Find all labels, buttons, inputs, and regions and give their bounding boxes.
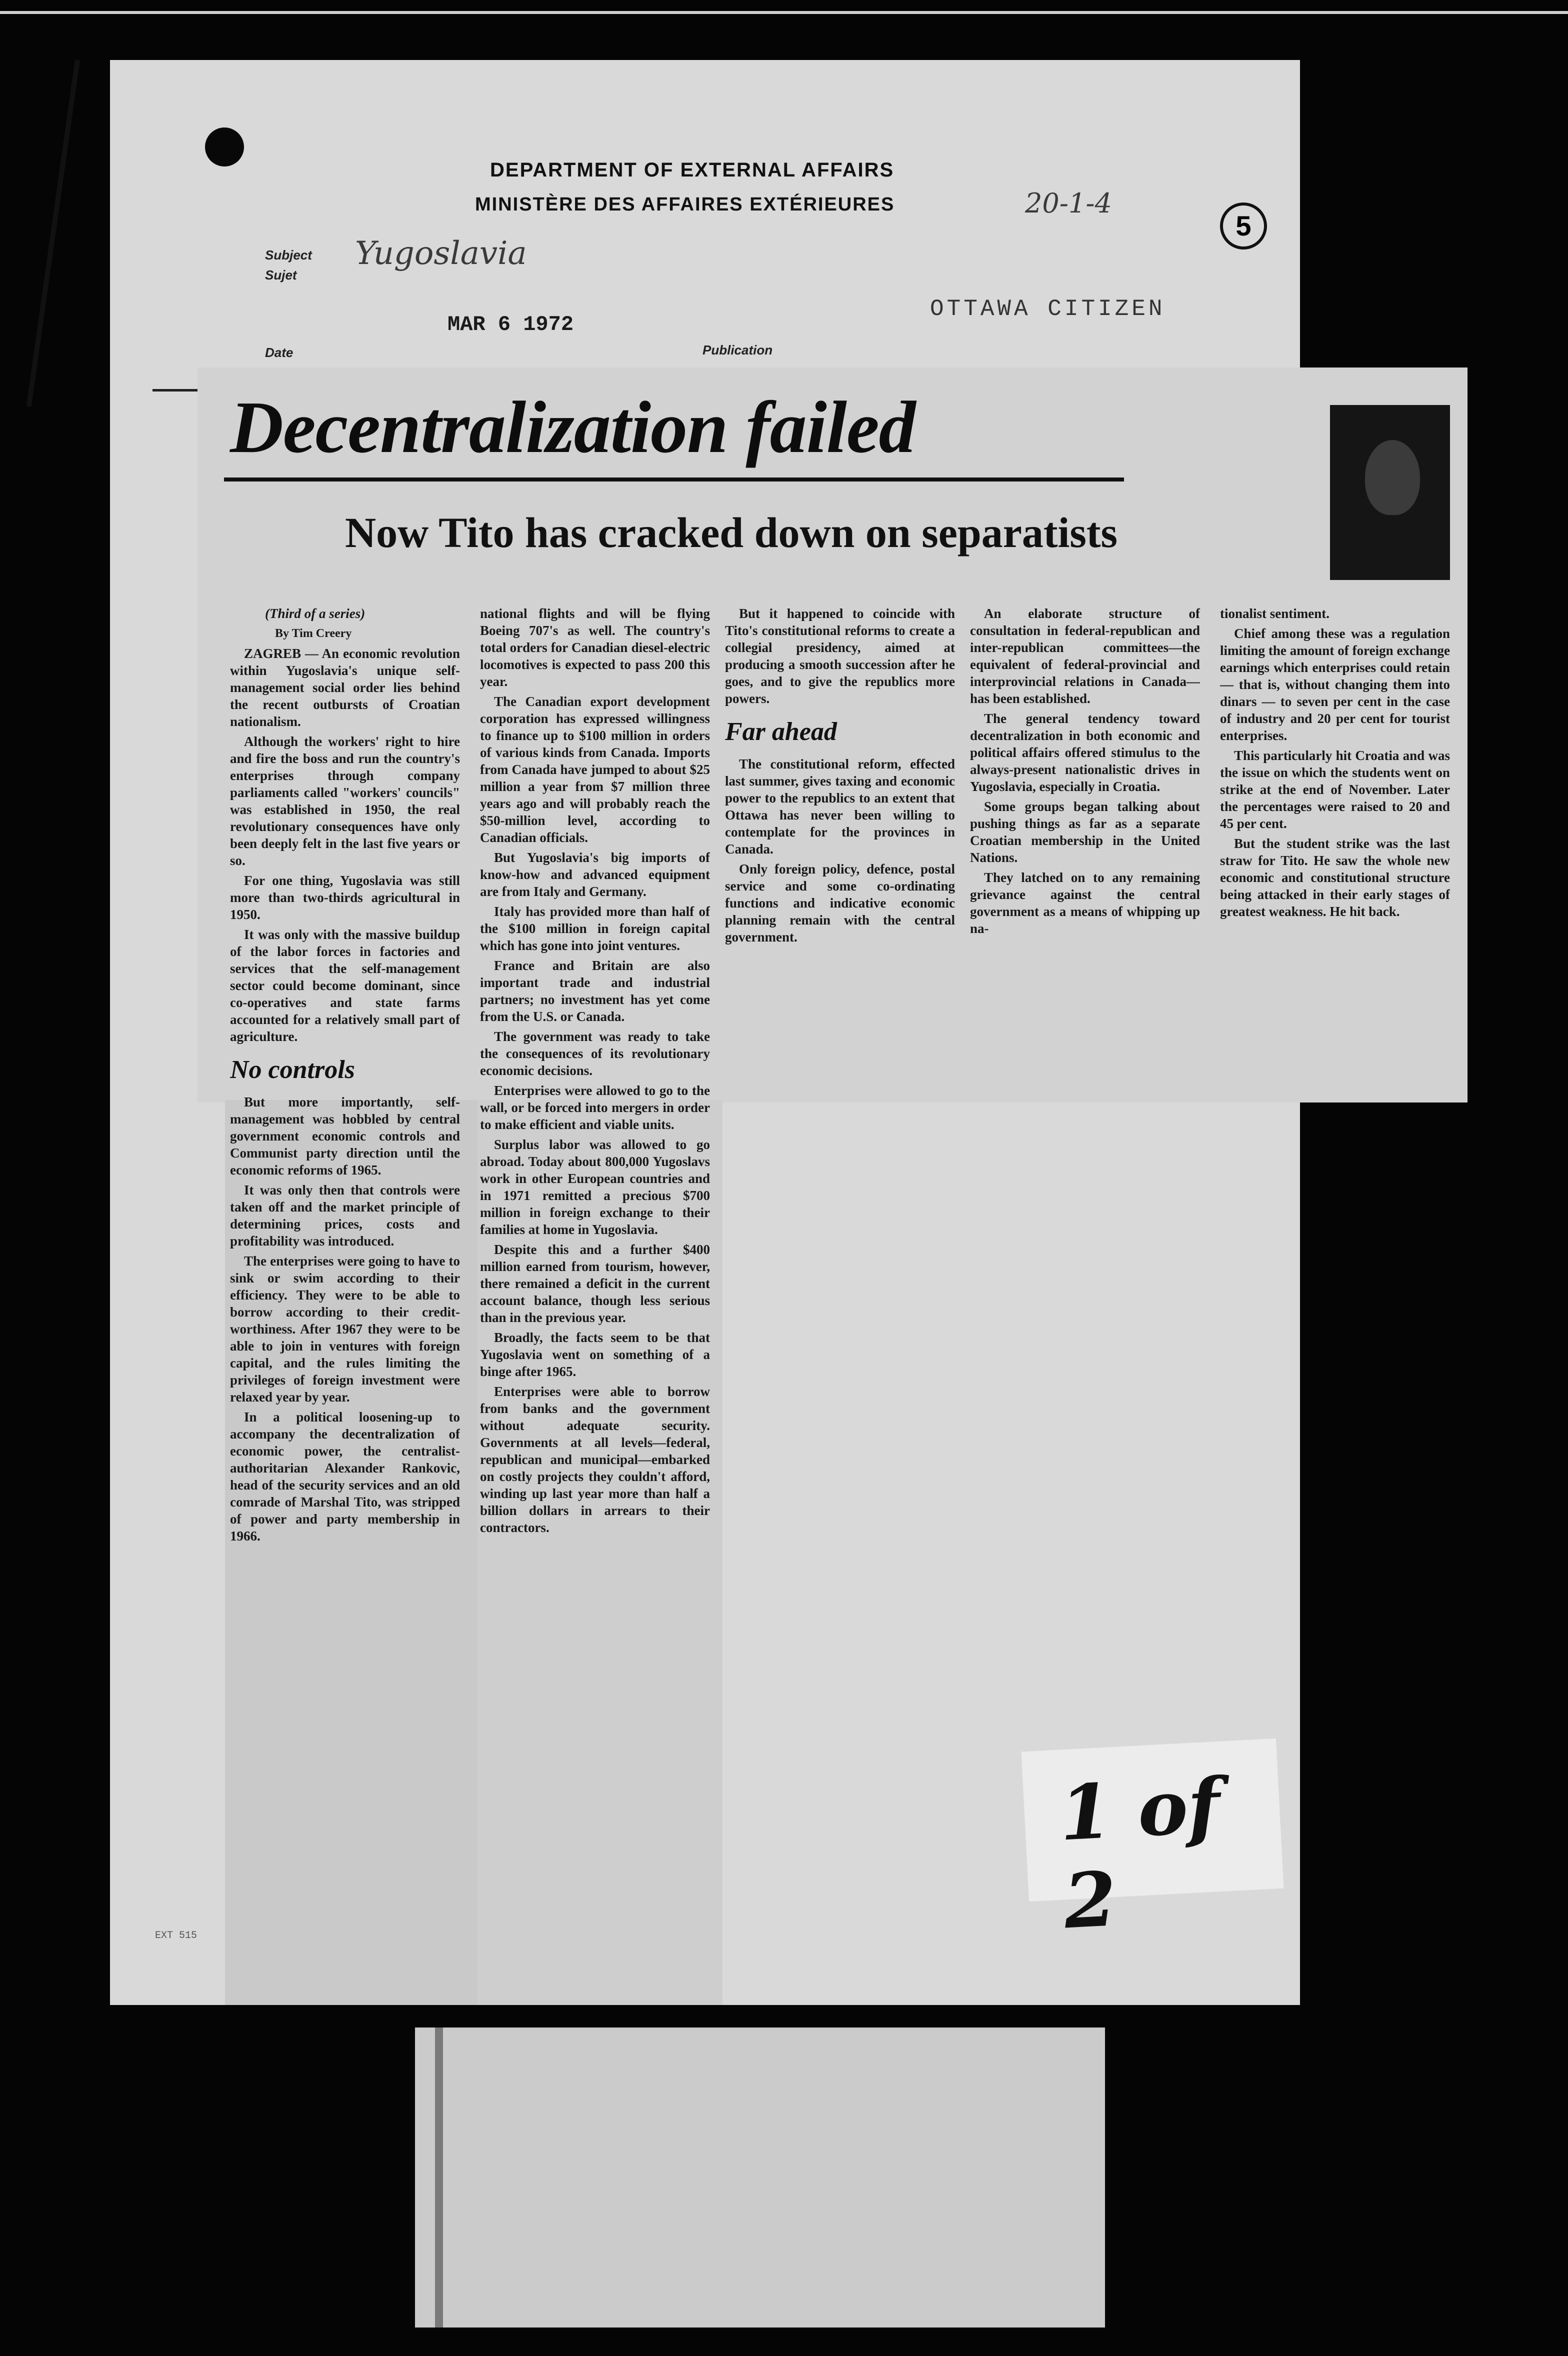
article-paragraph: Broadly, the facts seem to be that Yugoslavia went on something of a binge after 1965. bbox=[480, 1330, 710, 1379]
article-paragraph: For one thing, Yugoslavia was still more than two-thirds agricultural in 1950. bbox=[230, 873, 460, 922]
article-paragraph: But it happened to coincide with Tito's constitutional reforms to create a collegial presidency, aimed at producing a smooth succession after he goes, and to give the republics more powers. bbox=[725, 606, 955, 706]
crosshead: No controls bbox=[230, 1056, 355, 1084]
crosshead: Far ahead bbox=[725, 718, 837, 746]
envelope-scrap bbox=[415, 2028, 1105, 2328]
article-paragraph: It was only then that controls were taken off and the market principle of determining prices, costs and profitability was introduced. bbox=[230, 1182, 460, 1248]
article-paragraph: The government was ready to take the consequences of its revolutionary economic decisions. bbox=[480, 1029, 710, 1078]
article-paragraph: They latched on to any remaining grievance against the central government as a means of whipping up na- bbox=[970, 870, 1200, 936]
article-column-4 bbox=[970, 605, 1200, 1095]
article-paragraph: But Yugoslavia's big imports of know-how and advanced equipment are from Italy and Germany. bbox=[480, 850, 710, 899]
article-paragraph: But the student strike was the last straw for Tito. He saw the whole new economic and constitutional structure being attacked in their early stages of greatest weakness. He hit back. bbox=[1220, 836, 1450, 919]
article-paragraph: Enterprises were allowed to go to the wall, or be forced into mergers in order to make efficient and viable units. bbox=[480, 1083, 710, 1132]
article-paragraph: Enterprises were able to borrow from banks and the government without adequate security. Governments at all levels—federal, republican and municipal—embarked on costly projects they couldn't afford, winding up last year more than half a billion dollars in arrears to their contractors. bbox=[480, 1384, 710, 1535]
article-paragraph: The constitutional reform, effected last summer, gives taxing and economic power to the republics to an extent that Ottawa has never been willing to contemplate for the provinces in Canada. bbox=[725, 756, 955, 856]
article-paragraph: The general tendency toward decentralization in both economic and political affairs offered stimulus to the always-present nationalistic drives in Yugoslavia, especially in Croatia. bbox=[970, 711, 1200, 794]
sheet-edge-mark: EXT 515 bbox=[155, 1930, 198, 1942]
article-paragraph: tionalist sentiment. bbox=[1220, 606, 1330, 621]
article-column-3 bbox=[725, 605, 955, 1095]
article-column-1 bbox=[230, 605, 460, 2000]
publication-stamp: OTTAWA CITIZEN bbox=[930, 296, 1166, 322]
punch-hole bbox=[205, 128, 244, 166]
article-paragraph: But more importantly, self-management was hobbled by central government economic controls and Communist party direction until the economic reforms of 1965. bbox=[230, 1094, 460, 1178]
subheadline: Now Tito has cracked down on separatists bbox=[345, 508, 1118, 556]
subject-label-fr: Sujet bbox=[265, 268, 297, 282]
headline: Decentralization failed bbox=[230, 386, 916, 468]
page-count-note bbox=[1021, 1738, 1284, 1946]
article-paragraph: national flights and will be flying Boeing 707's as well. The country's total orders for Canadian diesel-electric locomotives is expected to pass 200 this year. bbox=[480, 606, 710, 689]
page-fold-line bbox=[26, 60, 80, 407]
article-paragraph: Some groups began talking about pushing things as far as a separate Croatian membership in the United Nations. bbox=[970, 799, 1200, 865]
article-paragraph: An elaborate structure of consultation in federal-republican and inter-republican committees—the equivalent of federal-provincial and interprovincial relations in Canada—has been established. bbox=[970, 606, 1200, 706]
portrait-face bbox=[1365, 440, 1420, 515]
article-paragraph: Italy has provided more than half of the $100 million in foreign capital which has gone into joint ventures. bbox=[480, 904, 710, 953]
article-paragraph: Although the workers' right to hire and fire the boss and run the country's enterprises through company parliaments called "workers' councils" was established in 1950, the real revolutionary consequences have only been deeply felt in the last five years or so. bbox=[230, 734, 460, 868]
date-label: Date bbox=[265, 345, 294, 360]
article-paragraph: ZAGREB — An economic revolution within Yugoslavia's unique self-management social order lies behind the recent outbursts of Croatian nationalism. bbox=[230, 646, 460, 729]
article-paragraph: In a political loosening-up to accompany the decentralization of economic power, the centralist-authoritarian Alexander Rankovic, head of the security services and an old comrade of Marshal Tito, was stripped of power and party membership in 1966. bbox=[230, 1410, 460, 1544]
byline: By Tim Creery bbox=[275, 627, 352, 640]
article-paragraph: The enterprises were going to have to sink or swim according to their efficiency. They were to be able to borrow according to their credit-worthiness. After 1967 they were to be able to join in ventures with foreign capital, and the rules limiting the privileges of foreign investment were relaxed year by year. bbox=[230, 1254, 460, 1404]
article-paragraph: Despite this and a further $400 million earned from tourism, however, there remained a deficit in the current account balance, though less serious than in the previous year. bbox=[480, 1242, 710, 1325]
article-paragraph: Chief among these was a regulation limiting the amount of foreign exchange earnings which enterprises could retain — that is, without changing them into dinars — to seven per cent in the case of industry and 20 per cent for tourist enterprises. bbox=[1220, 626, 1450, 743]
department-name-fr: MINISTÈRE DES AFFAIRES EXTÉRIEURES bbox=[475, 194, 895, 215]
publication-label: Publication bbox=[702, 342, 773, 358]
article-paragraph: The Canadian export development corporation has expressed willingness to finance up to $100 million in orders of various kinds from Canada. Imports from Canada have jumped to about $25 million a year from $7 million three years ago and will probably reach the $50-million level, according to Canadian officials. bbox=[480, 694, 710, 845]
subject-handwritten: Yugoslavia bbox=[355, 235, 527, 272]
envelope-shadow-edge bbox=[435, 2028, 443, 2328]
file-number-handwritten: 20-1-4 bbox=[1025, 188, 1112, 219]
series-note: (Third of a series) bbox=[265, 606, 366, 621]
article-paragraph: Surplus labor was allowed to go abroad. Today about 800,000 Yugoslavs work in other European countries and in 1971 remitted a precious $700 million in foreign exchange to their families at home in Yugoslavia. bbox=[480, 1137, 710, 1237]
article-paragraph: France and Britain are also important trade and industrial partners; no investment has yet come from the U.S. or Canada. bbox=[480, 958, 710, 1024]
article-column-5 bbox=[1220, 605, 1450, 1095]
article-paragraph: It was only with the massive buildup of the labor forces in factories and services that the self-management sector could become dominant, since co-operatives and state farms accounted for a relatively small part of agriculture. bbox=[230, 927, 460, 1044]
page-count-handwritten: 1 of 2 bbox=[1057, 1762, 1222, 1946]
headline-rule bbox=[224, 478, 1124, 482]
article-paragraph: Only foreign policy, defence, postal service and some co-ordinating functions and indicative economic planning remain with the central government. bbox=[725, 862, 955, 944]
film-edge-line bbox=[0, 11, 1568, 14]
article-paragraph: This particularly hit Croatia and was the issue on which the students went on strike at the end of November. Later the percentages were raised to 20 and 45 per cent. bbox=[1220, 748, 1450, 831]
article-column-2 bbox=[480, 605, 710, 2000]
department-name-en: DEPARTMENT OF EXTERNAL AFFAIRS bbox=[490, 159, 894, 181]
circled-number: 5 bbox=[1220, 202, 1267, 250]
author-photo bbox=[1330, 405, 1450, 580]
subject-label-en: Subject bbox=[265, 248, 312, 262]
date-stamp: MAR 6 1972 bbox=[448, 312, 574, 336]
